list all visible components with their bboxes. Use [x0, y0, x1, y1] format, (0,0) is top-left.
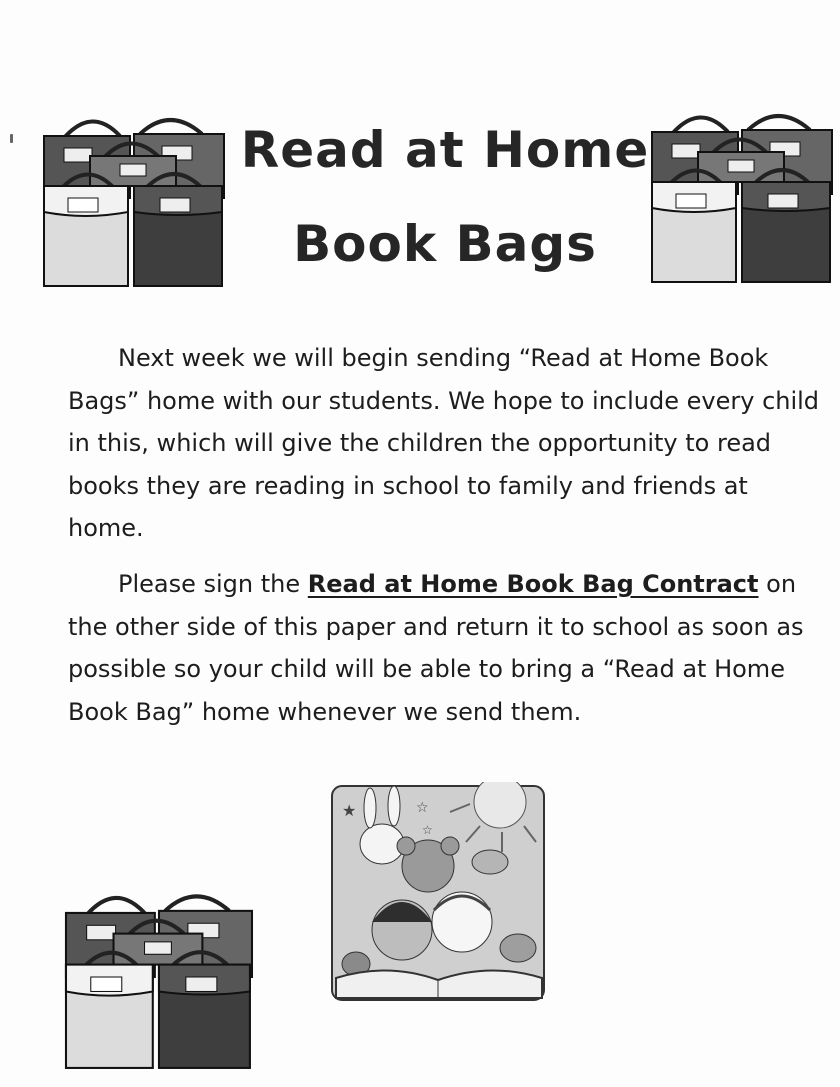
- contract-paragraph-after: on the other side of this paper and return it to school as soon as possible so your child will be able to bring a “Read at Home Book Bag” home whenever we send them.: [68, 570, 804, 726]
- book-bags-icon: [42, 108, 227, 288]
- contract-title-link: Read at Home Book Bag Contract: [307, 570, 759, 598]
- contract-paragraph: [68, 563, 828, 733]
- svg-text:☆: ☆: [416, 800, 429, 816]
- children-reading-icon: [330, 782, 548, 1004]
- page-title-line-1: Read at Home: [240, 121, 650, 179]
- svg-text:☆: ☆: [422, 823, 433, 837]
- book-bags-icon: [650, 104, 835, 284]
- intro-paragraph-text: Next week we will begin sending “Read at Home Book Bags” home with our students. We hope to include every child in this, which will give the children the opportunity to read books they are reading in school to family and friends at home.: [68, 344, 820, 542]
- book-bags-icon: [62, 884, 257, 1070]
- svg-text:★: ★: [342, 801, 357, 820]
- intro-paragraph: [68, 337, 828, 550]
- scan-speck: [10, 134, 13, 143]
- contract-paragraph-before: Please sign the: [118, 570, 308, 598]
- page-title-line-2: Book Bags: [293, 215, 597, 273]
